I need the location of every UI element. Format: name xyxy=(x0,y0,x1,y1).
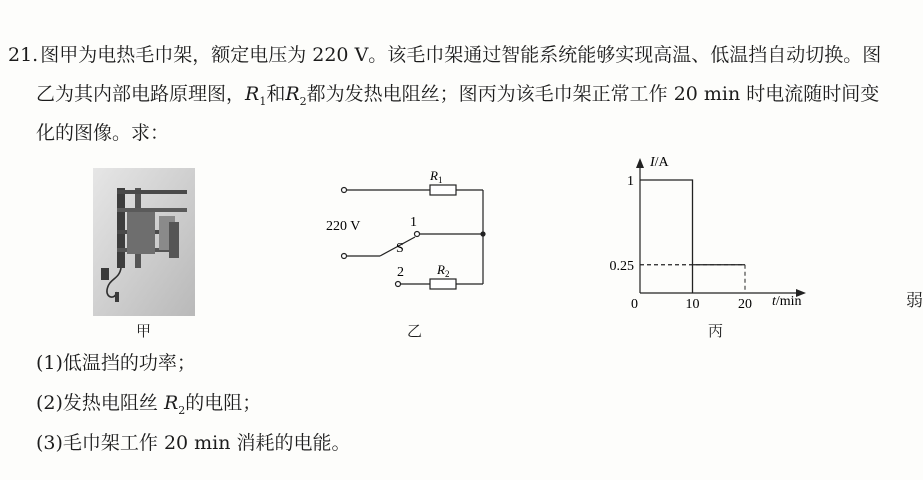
question-text-2b: 和 xyxy=(266,83,286,105)
subquestion-1: (1)低温挡的功率； xyxy=(36,352,196,374)
y-axis-label: I/A xyxy=(650,155,669,170)
question-number: 21. xyxy=(8,44,39,66)
caption-bing: 丙 xyxy=(708,322,724,340)
question-text-3: 化的图像。求： xyxy=(36,122,170,144)
r2-label: $R_2$ xyxy=(437,262,450,279)
current-time-chart xyxy=(590,150,820,315)
r1-symbol: R xyxy=(245,83,260,105)
question-text-2a: 乙为其内部电路原理图， xyxy=(36,83,246,105)
switch-label: S xyxy=(396,241,404,256)
contact-2 xyxy=(396,282,401,287)
terminal-top xyxy=(342,188,347,193)
question-line-2 xyxy=(36,79,879,108)
x-axis-label: t/min xyxy=(772,294,802,309)
cropped-edge-character: 弱 xyxy=(906,291,923,311)
x-tick-label-20: 20 xyxy=(738,297,752,312)
terminal-bottom xyxy=(342,254,347,259)
r2-subscript: 2 xyxy=(299,94,307,108)
subquestion-2-text-a: (2)发热电阻丝 xyxy=(36,392,164,414)
circuit-diagram xyxy=(300,160,500,300)
r1-label: $R_1$ xyxy=(430,168,443,185)
resistor-r2 xyxy=(430,279,456,289)
series-line-current xyxy=(640,180,745,265)
contact-1-label: 1 xyxy=(410,215,417,230)
subquestion-2-symbol: R xyxy=(163,392,179,414)
caption-jia: 甲 xyxy=(136,322,152,340)
y-tick-label-1: 1 xyxy=(627,174,634,189)
subquestion-2 xyxy=(36,388,261,417)
voltage-label: 220 V xyxy=(326,219,361,234)
towel-rack-photo xyxy=(93,168,195,316)
contact-1 xyxy=(415,232,420,237)
x-tick-label-10: 10 xyxy=(685,297,700,312)
caption-yi: 乙 xyxy=(407,322,423,340)
r1-subscript: 1 xyxy=(259,94,267,108)
subquestion-2-subscript: 2 xyxy=(178,403,186,417)
y-axis-arrow xyxy=(636,158,644,168)
question-line-3 xyxy=(36,118,169,145)
subquestion-3: (3)毛巾架工作 20 min 消耗的电能。 xyxy=(36,432,351,454)
contact-2-label: 2 xyxy=(397,265,404,280)
resistor-r1 xyxy=(430,185,456,195)
question-text-1: 图甲为电热毛巾架，额定电压为 220 V。该毛巾架通过智能系统能够实现高温、低温挡自动切换。图 xyxy=(40,44,882,66)
subquestion-2-text-b: 的电阻； xyxy=(185,392,262,414)
y-tick-label-0.25: 0.25 xyxy=(609,258,634,274)
question-line-1 xyxy=(8,40,881,67)
origin-label: 0 xyxy=(631,297,638,312)
question-text-2c: 都为发热电阻丝；图丙为该毛巾架正常工作 20 min 时电流随时间变 xyxy=(306,83,880,105)
r2-symbol: R xyxy=(285,83,300,105)
